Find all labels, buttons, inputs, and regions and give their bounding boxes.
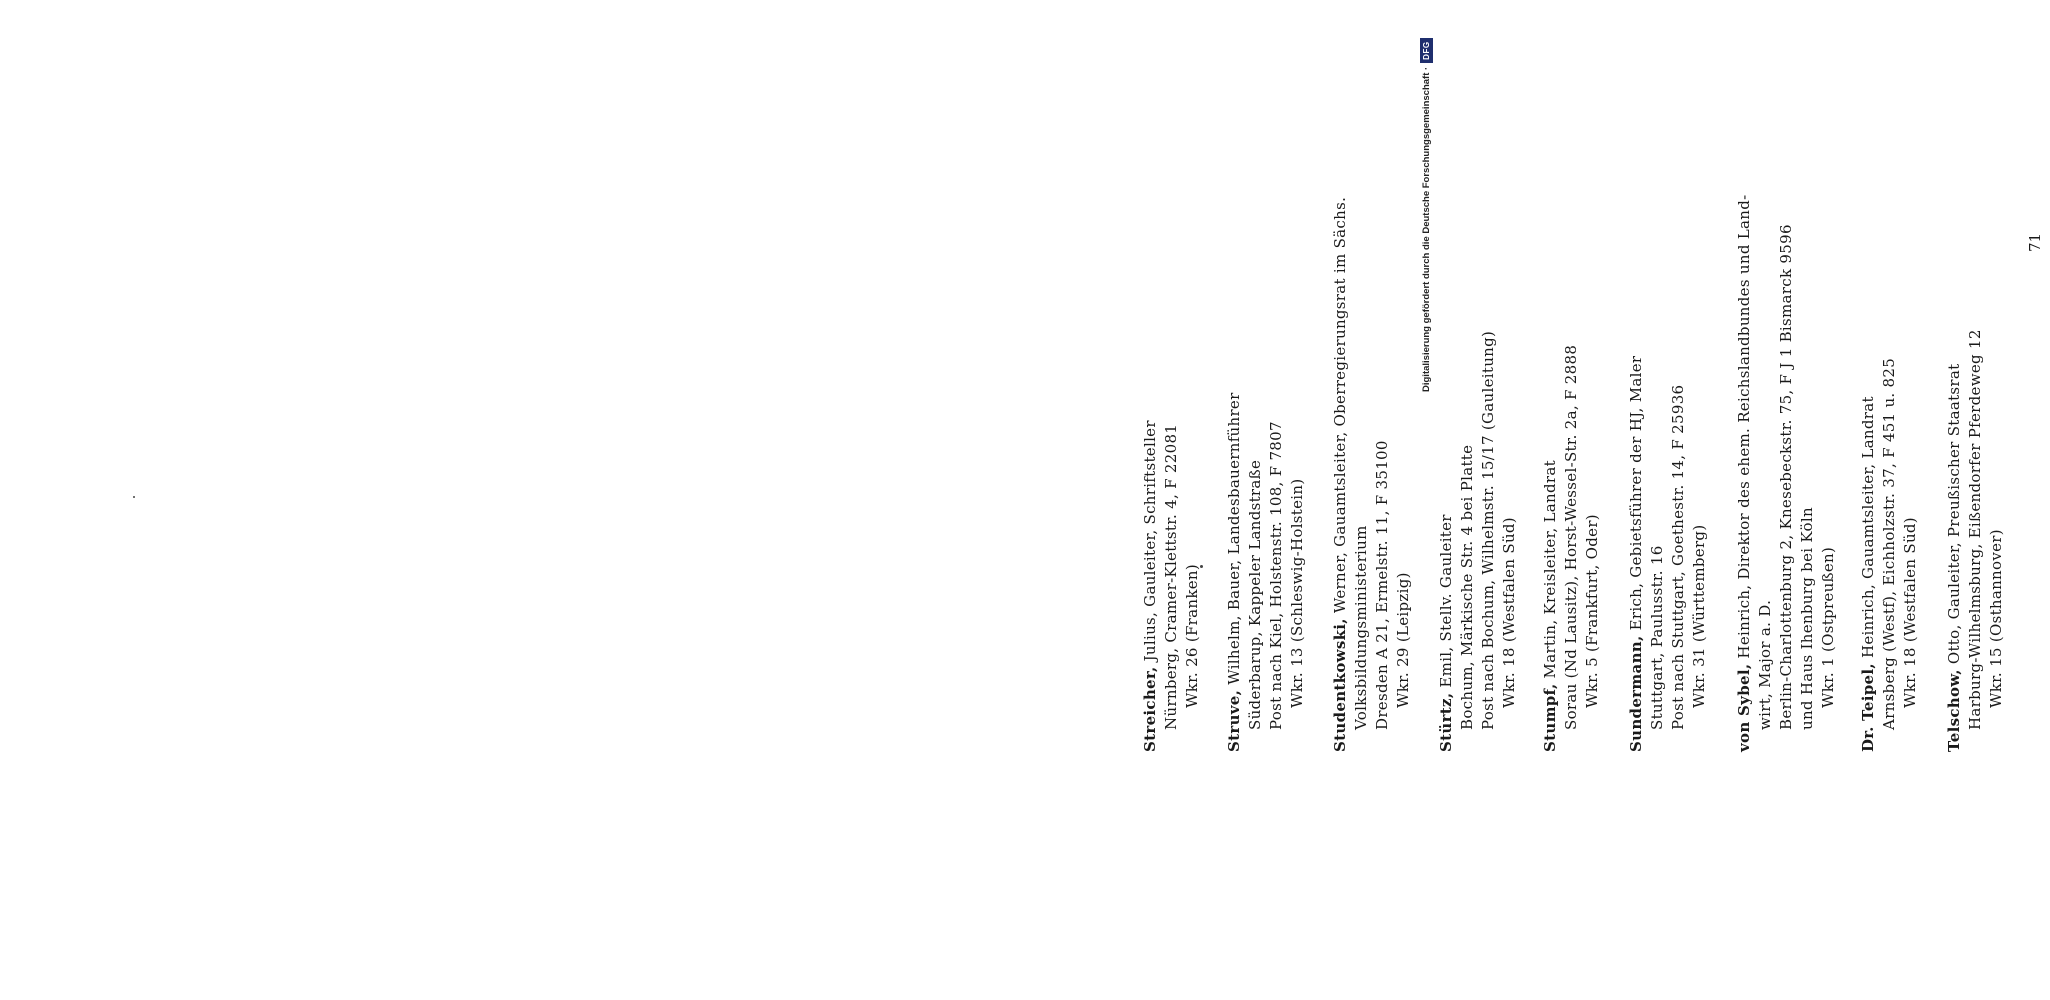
entry-address: Dresden A 21, Ermelstr. 11, F 35100 (1373, 440, 1391, 730)
entry-district: Wkr. 1 (Ostpreußen) (1819, 546, 1837, 708)
entry-title: Heinrich, Gauamtsleiter, Landrat (1859, 396, 1877, 658)
entry-title: Julius, Gauleiter, Schriftsteller (1141, 420, 1159, 662)
entry-title: Heinrich, Direktor des ehem. Reichslandbundes und Land- (1735, 194, 1753, 659)
entry-address: Berlin-Charlottenburg 2, Knesebeckstr. 75, F J 1 Bismarck 9596 (1777, 224, 1795, 730)
entry-address: wirt, Major a. D. (1756, 599, 1774, 730)
directory-entry (1140, 420, 1203, 752)
directory-entry (1626, 356, 1710, 752)
entry-district: Wkr. 26 (Franken) (1183, 563, 1201, 708)
print-speck (133, 496, 135, 498)
entry-title: Emil, Stellv. Gauleiter (1437, 514, 1455, 688)
directory-entry (1944, 329, 2007, 752)
entry-name: Stürtz, (1437, 692, 1455, 752)
entry-district: Wkr. 31 (Württemberg) (1690, 524, 1708, 708)
entry-address: Stuttgart, Paulusstr. 16 (1648, 545, 1666, 730)
entry-address: Post nach Stuttgart, Goethestr. 14, F 25936 (1669, 384, 1687, 730)
entry-address: Sorau (Nd Lausitz), Horst-Wessel-Str. 2a, F 2888 (1562, 344, 1580, 730)
entry-district: Wkr. 15 (Osthannover) (1987, 529, 2005, 708)
entry-name: Telschow, (1945, 669, 1963, 752)
entry-title: Otto, Gauleiter, Preußischer Staatsrat (1945, 363, 1963, 665)
entry-title: Wilhelm, Bauer, Landesbauernführer (1225, 392, 1243, 685)
entry-name: Studentkowski, (1331, 618, 1349, 752)
entry-address: Nürnberg, Cramer-Klettstr. 4, F 22081 (1162, 423, 1180, 730)
sponsor-text: Digitalisierung gefördert durch die Deutsche Forschungsgemeinschaft · (1420, 66, 1432, 392)
entry-address: Post nach Kiel, Holstenstr. 108, F 7807 (1267, 421, 1285, 730)
entry-district: Wkr. 18 (Westfalen Süd) (1500, 517, 1518, 708)
directory-entry (1858, 358, 1921, 752)
entry-name: Dr. Teipel, (1859, 663, 1877, 752)
entry-address: und Haus Ihenburg bei Köln (1798, 507, 1816, 730)
entry-title: Werner, Gauamtsleiter, Oberregierungsrat im Sächs. (1331, 196, 1349, 614)
entry-name: Struve, (1225, 689, 1243, 752)
entry-name: Stumpf, (1541, 683, 1559, 752)
directory-entry (1330, 197, 1414, 752)
entry-title: Erich, Gebietsführer der HJ, Maler (1627, 355, 1645, 631)
entry-district: Wkr. 29 (Leipzig) (1394, 572, 1412, 708)
directory-entry (1734, 194, 1839, 752)
directory-entry (1224, 392, 1308, 752)
entry-district: Wkr. 5 (Frankfurt, Oder) (1583, 514, 1601, 708)
sponsor-notice (1418, 2, 1434, 392)
entry-address: Volksbildungsministerium (1352, 525, 1370, 730)
entry-address: Süderbarup, Kappeler Landstraße (1246, 459, 1264, 730)
entry-name: von Sybel, (1735, 663, 1753, 752)
entry-name: Sundermann, (1627, 635, 1645, 752)
entry-address: Arnsberg (Westf), Eichholzstr. 37, F 451 u. 825 (1880, 357, 1898, 730)
rotated-page (1140, 194, 2050, 752)
entry-district: Wkr. 13 (Schleswig-Holstein) (1288, 478, 1306, 708)
directory-entry (1436, 331, 1520, 752)
entry-title: Martin, Kreisleiter, Landrat (1541, 460, 1559, 679)
directory-entry (1540, 345, 1603, 752)
page-number: 71 (2026, 232, 2044, 252)
entry-address: Bochum, Märkische Str. 4 bei Platte (1458, 444, 1476, 730)
entry-district: Wkr. 18 (Westfalen Süd) (1901, 517, 1919, 708)
entry-address: Harburg-Wilhelmsburg, Eißendorfer Pferdeweg 12 (1966, 329, 1984, 730)
entry-name: Streicher, (1141, 666, 1159, 752)
directory-entries (1140, 194, 2050, 752)
entry-address: Post nach Bochum, Wilhelmstr. 15/17 (Gauleitung) (1479, 330, 1497, 730)
dfg-logo: DFG (1420, 38, 1433, 62)
